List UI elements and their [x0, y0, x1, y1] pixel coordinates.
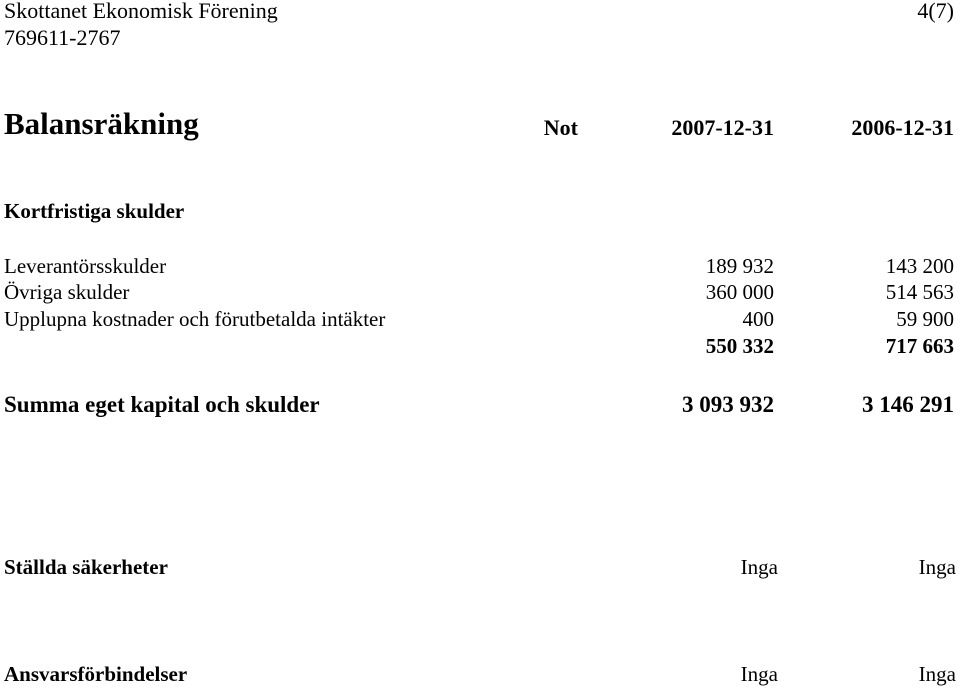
subtotal-current: 550 332 [705, 334, 774, 358]
row-value-prior: 514 563 [885, 280, 954, 304]
organization-number: 769611-2767 [4, 25, 121, 50]
pledged-assets-current: Inga [740, 555, 778, 579]
grand-total-prior: 3 146 291 [862, 392, 954, 417]
column-header-prior-year: 2006-12-31 [851, 115, 954, 140]
contingent-liabilities-prior: Inga [918, 662, 956, 686]
row-value-current: 400 [742, 307, 774, 331]
section-heading-short-term-liabilities: Kortfristiga skulder [4, 199, 185, 223]
pledged-assets-prior: Inga [918, 555, 956, 579]
subtotal-prior: 717 663 [885, 334, 954, 358]
row-value-current: 189 932 [705, 254, 774, 278]
grand-total-label: Summa eget kapital och skulder [4, 392, 320, 417]
page-number: 4(7) [917, 0, 954, 23]
row-label: Upplupna kostnader och förutbetalda intäkter [4, 307, 386, 331]
row-label: Övriga skulder [4, 280, 130, 304]
page-title: Balansräkning [4, 106, 199, 141]
column-header-note: Not [543, 115, 578, 140]
row-label: Leverantörsskulder [4, 254, 167, 278]
column-header-current-year: 2007-12-31 [671, 115, 774, 140]
contingent-liabilities-current: Inga [740, 662, 778, 686]
contingent-liabilities-label: Ansvarsförbindelser [4, 662, 188, 686]
row-value-prior: 59 900 [896, 307, 954, 331]
grand-total-current: 3 093 932 [682, 392, 774, 417]
row-value-prior: 143 200 [885, 254, 954, 278]
row-value-current: 360 000 [705, 280, 774, 304]
organization-name: Skottanet Ekonomisk Förening [4, 0, 278, 23]
pledged-assets-label: Ställda säkerheter [4, 555, 168, 579]
